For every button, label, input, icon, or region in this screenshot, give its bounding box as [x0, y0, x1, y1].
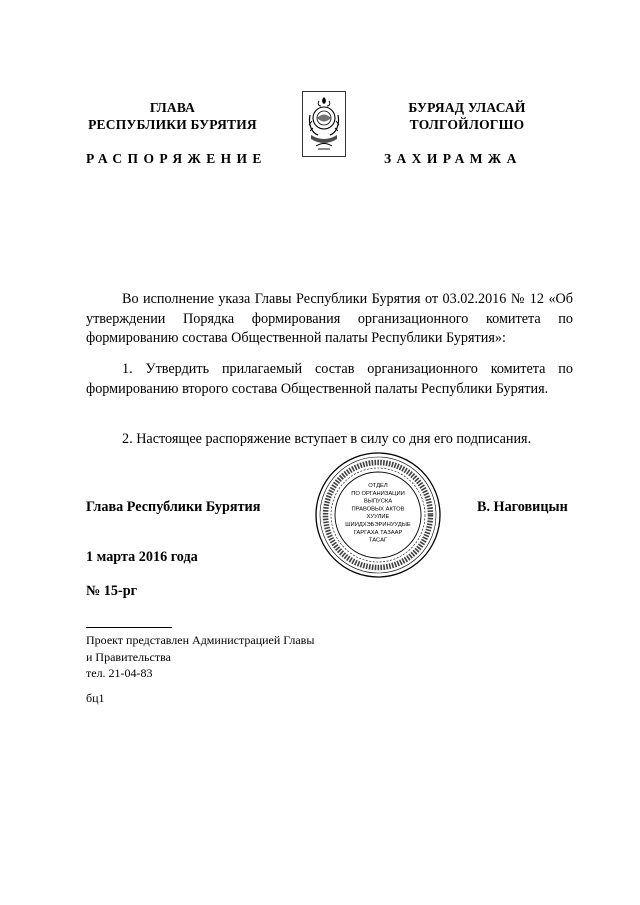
coat-of-arms-icon: [302, 91, 346, 157]
stamp-text-line: ХУУЛИЕ: [366, 514, 390, 521]
stamp-text-line: ГАРГАХА ТАЗААР: [353, 529, 403, 536]
signature-name: В. Наговицын: [477, 499, 568, 515]
stamp-text-line: ТАСАГ: [368, 537, 388, 544]
document-type-bua: ЗАХИРАМЖА: [384, 151, 522, 166]
intro-paragraph: Во исполнение указа Главы Республики Бурятия от 03.02.2016 № 12 «Об утверждении Порядка формирования организационного комитета по формированию состава Общественной палаты Республики Бурятия»:: [86, 291, 573, 346]
header-right-line2: ТОЛГОЙЛОГШО: [409, 117, 525, 132]
item-2-paragraph: 2. Настоящее распоряжение вступает в силу со дня его подписания.: [122, 431, 532, 447]
signature-position: Глава Республики Бурятия: [86, 499, 261, 515]
stamp-text-line: ШИИДХЭБЭРИНУУДЫЕ: [345, 522, 411, 528]
document-date: 1 марта 2016 года: [86, 549, 198, 565]
stamp-text-line: ОТДЕЛ: [368, 483, 388, 489]
footer-note: [86, 632, 314, 682]
stamp-text-line: ВЫПУСКА: [363, 498, 393, 505]
footer-line-3: тел. 21-04-83: [86, 666, 153, 680]
header-left-line1: ГЛАВА: [149, 100, 196, 115]
stamp-seal-icon: [313, 450, 443, 580]
footer-line-1: Проект представлен Администрацией Главы: [86, 633, 315, 647]
header-left: [70, 99, 275, 133]
document-number: № 15-рг: [86, 583, 138, 599]
document-code: бц1: [86, 691, 105, 705]
item-1-paragraph: 1. Утвердить прилагаемый состав организационного комитета по формированию второго состава Общественной палаты Республики Бурятия.: [86, 361, 573, 397]
coat-of-arms-emblem: [302, 91, 346, 157]
stamp-text-line: ПРАВОВЫХ АКТОВ: [351, 506, 405, 513]
document-type-ru: РАСПОРЯЖЕНИЕ: [86, 151, 267, 166]
header-right-line1: БУРЯАД УЛАСАЙ: [408, 100, 526, 115]
footer-divider: [86, 627, 172, 628]
stamp-text-line: ПО ОРГАНИЗАЦИИ: [351, 490, 405, 497]
header-right: [362, 99, 572, 133]
header-left-line2: РЕСПУБЛИКИ БУРЯТИЯ: [88, 117, 257, 132]
footer-line-2: и Правительства: [86, 649, 171, 664]
official-stamp: [313, 450, 443, 580]
